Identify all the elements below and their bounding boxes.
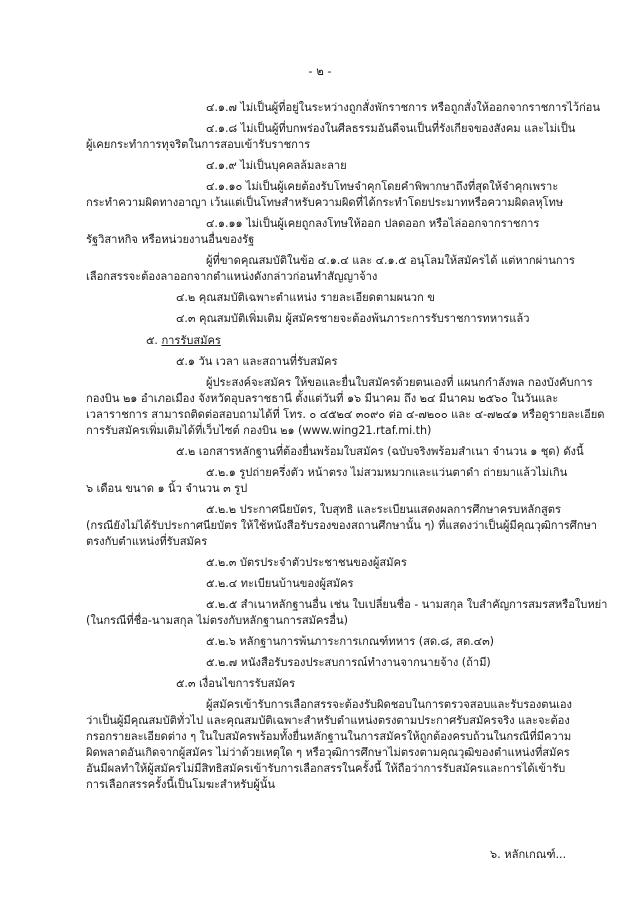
text-line: ๔.๑.๗ ไม่เป็นผู้ที่อยู่ในระหว่างถูกสั่งพักราชการ หรือถูกสั่งให้ออกจากราชการไว้ก่อน [206,101,600,114]
text-line: ๖ เดือน ขนาด ๑ นิ้ว จำนวน ๓ รูป [86,482,248,495]
text-line: ๕.๒.๑ รูปถ่ายครึ่งตัว หน้าตรง ไม่สวมหมวกและแว่นตาดำ ถ่ายมาแล้วไม่เกิน [206,466,568,479]
text-line: ๕.๒.๒ ประกาศนียบัตร, ใบสุทธิ และระเบียนแสดงผลการศึกษาครบหลักสูตร [206,503,561,516]
text-line: เวลาราชการ สามารถติดต่อสอบถามได้ที่ โทร. ๐ ๔๕๒๔ ๓๐๙๐ ต่อ ๔-๗๒๐๐ และ ๔-๗๒๔๑ หรือดูรายละเอียด [86,408,605,421]
text-line: ๕.๒.๓ บัตรประจำตัวประชาชนของผู้สมัคร [206,556,407,569]
text-line: ว่าเป็นผู้มีคุณสมบัติทั่วไป และคุณสมบัติเฉพาะสำหรับตำแหน่งตรงตามประกาศรับสมัครจริง และจะต้อง [86,714,570,727]
text-line: (ในกรณีที่ชื่อ-นามสกุล ไม่ตรงกับหลักฐานการสมัครอื่น) [86,614,348,627]
text-line: ๕.๒ เอกสารหลักฐานที่ต้องยื่นพร้อมใบสมัคร (ฉบับจริงพร้อมสำเนา จำนวน ๑ ชุด) ดังนี้ [176,445,584,458]
text-line: ผิดพลาดอันเกิดจากผู้สมัคร ไม่ว่าด้วยเหตุใด ๆ หรือวุฒิการศึกษาไม่ตรงตามคุณวุฒิของตำแหน่งที่สมัคร [86,746,570,759]
text-line: กองบิน ๒๑ อำเภอเมือง จังหวัดอุบลราชธานี ตั้งแต่วันที่ ๑๖ มีนาคม ถึง ๒๔ มีนาคม ๒๕๖๐ ในวันและ [86,392,559,405]
text-line: รัฐวิสาหกิจ หรือหน่วยงานอื่นของรัฐ [86,233,255,246]
text-line: การเลือกสรรครั้งนี้เป็นโมฆะสำหรับผู้นั้น [86,778,276,791]
text-line: ๕.๒.๔ ทะเบียนบ้านของผู้สมัคร [206,577,354,590]
page-number: - ๒ - [308,64,332,78]
text-line: ๔.๑.๙ ไม่เป็นบุคคลล้มละลาย [206,159,347,172]
text-line: ๔.๑.๘ ไม่เป็นผู้ที่บกพร่องในศีลธรรมอันดีจนเป็นที่รังเกียจของสังคม และไม่เป็น [206,122,576,135]
text-line: ๔.๑.๑๑ ไม่เป็นผู้เคยถูกลงโทษให้ออก ปลดออก หรือไล่ออกจากราชการ [206,217,540,230]
text-line: ๕.๒.๗ หนังสือรับรองประสบการณ์ทำงานจากนายจ้าง (ถ้ามี) [206,656,491,669]
section-heading: การรับสมัคร [161,334,221,347]
text-line: ๕. การรับสมัคร [146,334,221,347]
text-line: ๔.๑.๑๐ ไม่เป็นผู้เคยต้องรับโทษจำคุกโดยคำพิพากษาถึงที่สุดให้จำคุกเพราะ [206,180,559,193]
text-line: เลือกสรรจะต้องลาออกจากตำแหน่งดังกล่าวก่อนทำสัญญาจ้าง [86,270,378,283]
text-line: ๕.๒.๖ หลักฐานการพ้นภาระการเกณฑ์ทหาร (สด.๘, สด.๔๓) [206,635,494,648]
text-line: ๔.๒ คุณสมบัติเฉพาะตำแหน่ง รายละเอียดตามผนวก ข [176,291,435,304]
text-line: ผู้สมัครเข้ารับการเลือกสรรจะต้องรับผิดชอบในการตรวจสอบและรับรองตนเอง [206,698,572,711]
text-line: ตรงกับตำแหน่งที่รับสมัคร [86,535,208,548]
text-line: ผู้เคยกระทำการทุจริตในการสอบเข้ารับราชการ [86,138,311,151]
text-line: ๔.๓ คุณสมบัติเพิ่มเติม ผู้สมัครชายจะต้องพ้นภาระการรับราชการทหารแล้ว [176,312,530,325]
text-line: ๕.๓ เงื่อนไขการรับสมัคร [176,677,296,690]
text-line: อันมีผลทำให้ผู้สมัครไม่มีสิทธิสมัครเข้ารับการเลือกสรรในครั้งนี้ ให้ถือว่าการรับสมัครและการได้เข้ารับ [86,762,566,775]
text-line: กระทำความผิดทางอาญา เว้นแต่เป็นโทษสำหรับความผิดที่ได้กระทำโดยประมาทหรือความผิดลหุโทษ [86,196,564,209]
continuation-footer: ๖. หลักเกณฑ์... [490,848,567,861]
text-line: กรอกรายละเอียดต่าง ๆ ในใบสมัครพร้อมทั้งยื่นหลักฐานในการสมัครให้ถูกต้องครบถ้วนในกรณีที่มีความ [86,730,572,743]
text-line: ผู้ที่ขาดคุณสมบัติในข้อ ๔.๑.๔ และ ๔.๑.๕ อนุโลมให้สมัครได้ แต่หากผ่านการ [206,254,575,267]
text-line: การรับสมัครเพิ่มเติมได้ที่เว็บไซต์ กองบิน ๒๑ (www.wing21.rtaf.mi.th) [86,424,432,437]
text-line: ๕.๑ วัน เวลา และสถานที่รับสมัคร [176,355,338,368]
text-line: ๕.๒.๕ สำเนาหลักฐานอื่น เช่น ใบเปลี่ยนชื่อ - นามสกุล ใบสำคัญการสมรสหรือใบหย่า [206,598,608,611]
text-line: (กรณียังไม่ได้รับประกาศนียบัตร ให้ใช้หนังสือรับรองของสถานศึกษานั้น ๆ) ที่แสดงว่าเป็นผู้มีคุณวุฒิการศึกษา [86,519,598,532]
text-line: ผู้ประสงค์จะสมัคร ให้ขอและยื่นใบสมัครด้วยตนเองที่ แผนกกำลังพล กองบังคับการ [206,376,593,389]
